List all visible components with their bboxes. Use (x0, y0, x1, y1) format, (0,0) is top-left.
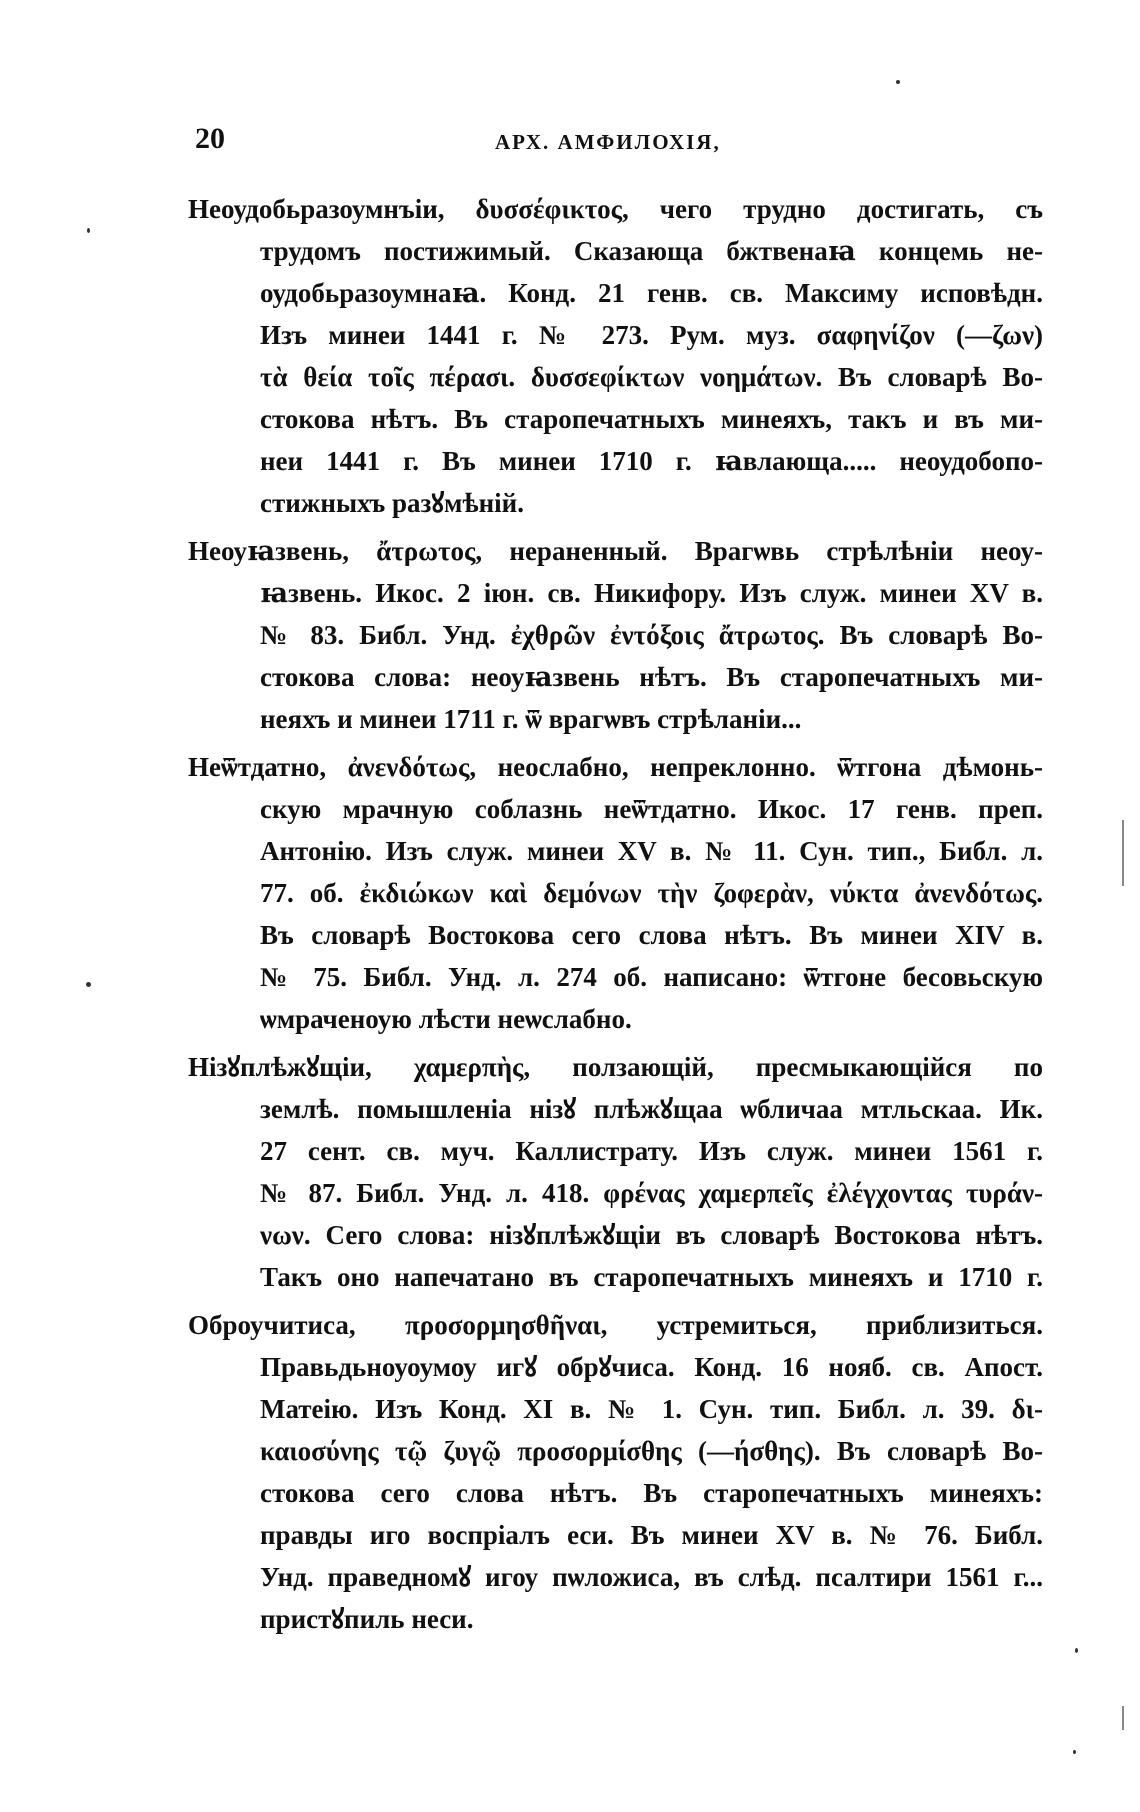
entry-line: неи 1441 г. Въ минеи 1710 г. ꙗвлающа..... неоудобопо- (260, 446, 1043, 476)
entry-line: Нізꙋплѣжꙋщіи, χαμερπὴς, ползающій, пресмыкающійся по (188, 1052, 1043, 1082)
margin-rule (1122, 1706, 1124, 1730)
entry-line: Правьдьноуоумоу игꙋ обрꙋчиса. Конд. 16 нояб. св. Апост. (260, 1352, 1043, 1382)
dictionary-entry (188, 188, 1043, 524)
entry-line: καιοσύνης τῷ ζυγῷ προσορμίσθης (—ήσθης). Въ словарѣ Во- (260, 1436, 1043, 1466)
entry-line: неяхъ и минеи 1711 г. ѿ врагѡвъ стрѣланіи... (260, 704, 802, 734)
entry-line: ѡмраченоую лѣсти неѡслабно. (260, 1004, 632, 1034)
dictionary-entry (188, 1304, 1043, 1640)
entry-line: Неоуꙗзвень, ἄτρωτος, нераненный. Врагѡвь стрѣлѣніи неоу- (188, 536, 1043, 566)
entry-line: Матеію. Изъ Конд. XI в. № 1. Сун. тип. Библ. л. 39. δι- (260, 1394, 1043, 1424)
dictionary-entry (188, 530, 1043, 740)
dictionary-entry (188, 746, 1043, 1040)
entry-line: пристꙋпиль неси. (260, 1604, 474, 1634)
entry-line: τὰ θεία τοῖς πέρασι. δυσσεφίκτων νοημάτων. Въ словарѣ Во- (260, 362, 1043, 392)
scan-speck (1075, 1648, 1078, 1653)
entry-line: Неѿтдатно, ἀνενδότως, неослабно, непреклонно. ѿтгона дѣмонь- (188, 752, 1043, 782)
margin-rule (1122, 820, 1124, 886)
entry-line: скую мрачную соблазнь неѿтдатно. Икос. 17 генв. преп. (260, 794, 1043, 824)
dictionary-entry (188, 1046, 1043, 1298)
entry-line: 77. об. ἐκδιώκων καὶ δεμόνων τὴν ζοφερὰν, νύκτα ἀνενδότως. (260, 878, 1043, 908)
page-header (195, 122, 1015, 166)
scan-speck (86, 982, 91, 987)
entry-line: № 87. Библ. Унд. л. 418. φρένας χαμερπεῖς ἐλέγχοντας τυράν- (260, 1178, 1043, 1208)
entry-line: ꙗзвень. Икос. 2 іюн. св. Никифору. Изъ служ. минеи XV в. (260, 578, 1043, 608)
entry-line: землѣ. помышленіа нізꙋ плѣжꙋщаа ѡбличаа мтльскаа. Ик. (260, 1094, 1043, 1124)
entry-line: Унд. праведномꙋ игоу пѡложиса, въ слѣд. псалтири 1561 г... (260, 1562, 1043, 1592)
running-head: АРХ. АМФИЛОХІЯ, (495, 130, 721, 154)
scan-speck (896, 80, 900, 84)
entry-line: стокова сего слова нѣтъ. Въ старопечатныхъ минеяхъ: (260, 1478, 1043, 1508)
entry-line: стокова слова: неоуꙗзвень нѣтъ. Въ старопечатныхъ ми- (260, 662, 1043, 692)
entry-line: 27 сент. св. муч. Каллистрату. Изъ служ. минеи 1561 г. (260, 1136, 1043, 1166)
entry-line: Оброучитиса, προσορμησθῆναι, устремиться, приблизиться. (188, 1310, 1043, 1340)
entry-line: Такъ оно напечатано въ старопечатныхъ минеяхъ и 1710 г. (260, 1262, 1043, 1292)
entry-line: правды иго воспріалъ еси. Въ минеи XV в. № 76. Библ. (260, 1520, 1043, 1550)
entry-line: оудобьразоумнаꙗ. Конд. 21 генв. св. Максиму исповѣдн. (260, 278, 1043, 308)
entry-line: Неоудобьразоумнъіи, δυσσέφικτος, чего трудно достигать, съ (188, 194, 1043, 224)
entry-line: стижныхъ разꙋмѣній. (260, 488, 524, 518)
entry-line: Въ словарѣ Востокова сего слова нѣтъ. Въ минеи XIV в. (260, 920, 1043, 950)
entry-line: № 75. Библ. Унд. л. 274 об. написано: ѿтгоне бесовьскую (260, 962, 1043, 992)
scan-speck (87, 228, 90, 233)
dictionary-entries (188, 188, 1043, 1646)
entry-line: стокова нѣтъ. Въ старопечатныхъ минеяхъ, такъ и въ ми- (260, 404, 1043, 434)
scan-speck (1073, 1750, 1076, 1754)
entry-line: трудомъ постижимый. Сказающа бжтвенаꙗ концемь не- (260, 236, 1043, 266)
page-number: 20 (195, 122, 225, 155)
entry-line: Изъ минеи 1441 г. № 273. Рум. муз. σαφηνίζον (—ζων) (260, 320, 1043, 350)
entry-line: № 83. Библ. Унд. ἐχθρῶν ἐντόξοις ἄτρωτος. Въ словарѣ Во- (260, 620, 1043, 650)
entry-line: νων. Сего слова: нізꙋплѣжꙋщіи въ словарѣ Востокова нѣтъ. (260, 1220, 1043, 1250)
entry-line: Антонію. Изъ служ. минеи XV в. № 11. Сун. тип., Библ. л. (260, 836, 1043, 866)
